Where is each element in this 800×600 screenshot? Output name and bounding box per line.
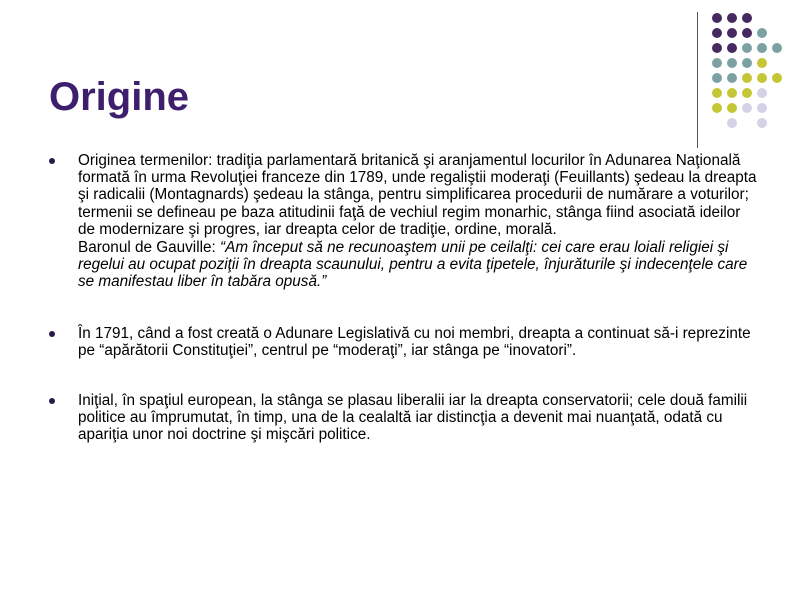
decorative-dot [712,88,722,98]
decorative-dot [742,58,752,68]
bullet-text: Iniţial, în spaţiul european, la stânga se plasau liberalii iar la dreapta conservatorii; cele două familii politice au împrumutat, în timp, una de la cealaltă iar distincţia a devenit mai nuanţată, odată cu apariţia unor noi doctrine şi mişcări politice. [78,392,748,444]
quote-attribution: Baronul de Gauville: [78,239,221,257]
decorative-dot [742,13,752,23]
bullet-icon [49,158,55,164]
decorative-dot [712,28,722,38]
decorative-dot [727,58,737,68]
decorative-dot [727,13,737,23]
decorative-dot [712,43,722,53]
bullet-icon [49,331,55,337]
bullet-text: În 1791, când a fost creată o Adunare Legislativă cu noi membri, dreapta a continuat să-i reprezinte pe “apărătorii Constituţiei”, centrul pe “moderaţi”, iar stânga pe “inovatori”. [78,324,751,359]
bullet-icon [49,398,55,404]
decorative-dot [742,43,752,53]
decorative-dot [742,103,752,113]
bullet-text: Originea termenilor: tradiţia parlamentară britanică şi aranjamentul locurilor în Adunarea Naţională formată în urma Revoluţiei franceze din 1789, unde regaliştii moderaţi (Feuillants) şedeau la dreapta şi radicalii (Montagnards) şedeau la stânga, pentru simplificarea procedurii de numărare a voturilor; termenii se defineau pe baza atitudinii faţă de vechiul regim monarhic, stânga fiind asociată ideilor de modernizare şi progres, iar dreapta celor de tradiţie, ordine, morală. [78,152,757,238]
bullet-item [49,392,759,444]
decorative-dot [757,28,767,38]
decorative-dot [757,118,767,128]
decorative-dot [727,118,737,128]
decorative-dot [727,43,737,53]
decorative-dot [712,103,722,113]
decorative-dot [757,103,767,113]
decorative-dot [727,88,737,98]
decorative-dot [757,58,767,68]
decorative-dot [772,73,782,83]
slide-title: Origine [49,75,190,119]
decorative-dot [712,58,722,68]
decorative-dot [742,88,752,98]
decorative-dot [757,43,767,53]
bullet-item [49,325,759,359]
decorative-dot [727,73,737,83]
slide-content [49,152,759,444]
decorative-dot [742,28,752,38]
decorative-dot [727,28,737,38]
decorative-dot [712,73,722,83]
decorative-dot [757,73,767,83]
decorative-dot [712,13,722,23]
dot-grid-decoration [0,0,800,140]
quote-paragraph [78,239,759,291]
bullet-item [49,152,759,291]
decorative-dot [757,88,767,98]
quote-text: “Am început să ne recunoaştem unii pe ceilalţi: cei care erau loiali religiei şi regelui au ocupat poziţii în dreapta scaunului, pentru a evita ţipetele, înjurăturile şi indecenţele care se manifestau liber în tabăra opusă.” [78,239,748,291]
decorative-dot [727,103,737,113]
decorative-dot [772,43,782,53]
decorative-dot [742,73,752,83]
